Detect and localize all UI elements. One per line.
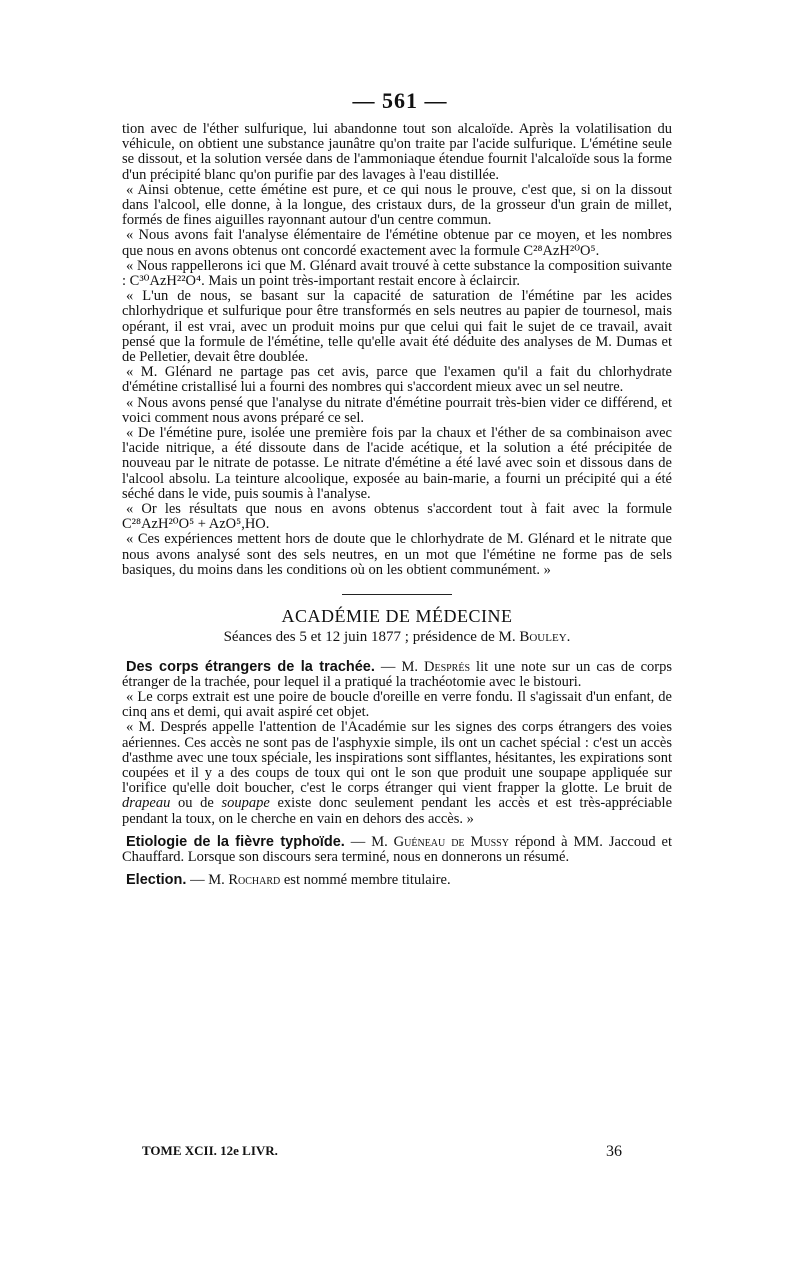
item-text: est nommé membre titulaire. <box>280 872 451 889</box>
paragraph <box>122 720 672 826</box>
session-prefix: Séances des 5 et 12 juin 1877 ; présidence de M. <box>223 629 520 646</box>
footer-signature: 36 <box>606 1143 622 1160</box>
footer-volume: TOME XCII. 12e LIVR. <box>142 1143 278 1158</box>
item-heading: Des corps étrangers de la trachée. <box>126 658 375 675</box>
item-heading: Etiologie de la fièvre typhoïde. <box>126 833 345 850</box>
paragraph: « Ainsi obtenue, cette émétine est pure, et ce qui nous le prouve, c'est que, si on la dissout dans l'alcool, elle donne, à la longue, des cristaux durs, de la grosseur d'un grain de millet, formés de fines aiguilles rayonnant autour d'un centre commun. <box>122 181 672 229</box>
dash: — M. <box>374 658 424 675</box>
author-name: Rochard <box>228 872 281 889</box>
paragraph: « Nous avons fait l'analyse élémentaire de l'émétine obtenue par ce moyen, et les nombres que nous en avons obtenus ont concordé exactement avec la formule C²⁸AzH²⁰O⁵. <box>122 227 672 259</box>
session-line <box>122 630 672 645</box>
item-corps-etrangers <box>122 660 672 690</box>
text-run: « M. Després appelle l'attention de l'Académie sur les signes des corps étrangers des voies aériennes. Ces accès ne sont pas de l'asphyxie simple, ils ont un cachet spécial : c'est un accès d'asthme avec une toux spéciale, les inspirations sont sifflantes, hésitantes, les expirations sont coupées et il y a des coups de toux qui ont le son que produit une soupape appliquée sur l'orifice qu'elle doit boucher, c'est le corps étranger qui vient frapper la glotte. Le bruit de <box>122 719 672 797</box>
session-president: Bouley <box>519 629 567 646</box>
dash: — M. <box>344 833 394 850</box>
paragraph: « Nous rappellerons ici que M. Glénard avait trouvé à cette substance la composition suivante : C³⁰AzH²²O⁴. Mais un point très-important restait encore à éclaircir. <box>122 257 672 290</box>
paragraph: « Le corps extrait est une poire de boucle d'oreille en verre fondu. Il s'agissait d'un enfant, de cinq ans et demi, qui avait aspiré cet objet. <box>122 688 672 721</box>
item-text: lit une note sur un cas de corps étranger de la trachée, pour lequel il a pratiqué la trachéotomie avec le bistouri. <box>122 658 672 690</box>
paragraph: tion avec de l'éther sulfurique, lui abandonne tout son alcaloïde. Après la volatilisation du véhicule, on obtient une substance jaunâtre qu'on traite par l'acide sulfurique. L'émétine seule se dissout, et la solution versée dans de l'ammoniaque étendue fournit l'alcaloïde sous la forme d'un précipité blanc qu'on purifie par des lavages à l'eau distillée. <box>122 121 672 183</box>
dash: — M. <box>186 872 229 889</box>
text-run: ou de <box>170 795 222 812</box>
item-etiologie <box>122 835 672 865</box>
item-heading: Election. <box>126 872 187 889</box>
item-text: répond à MM. Jaccoud et Chauffard. Lorsque son discours sera terminé, nous en donnerons un résumé. <box>122 833 672 865</box>
text-run: existe donc seulement pendant les accès et est très-appréciable pendant la toux, on le cherche en vain en dehors des accès. » <box>122 795 673 827</box>
article-body <box>122 122 672 888</box>
italic-term: soupape <box>221 795 270 812</box>
paragraph: « L'un de nous, se basant sur la capacité de saturation de l'émétine par les acides chlorhydrique et sulfurique pour être transformés en sels neutres au papier de tournesol, mais opérant, il est vrai, avec un produit moins pur que celui qui fait le sujet de ce travail, avait pensé que la formule de l'émétine, telle qu'elle avait été déduite des analyses de M. Dumas et de Pelletier, devait être doublée. <box>122 288 672 366</box>
italic-term: drapeau <box>122 795 171 812</box>
author-name: Després <box>423 658 471 675</box>
paragraph: « Or les résultats que nous en avons obtenus s'accordent tout à fait avec la formule C²⁸AzH²⁰O⁵ + AzO⁵,HO. <box>122 501 672 533</box>
section-title: ACADÉMIE DE MÉDECINE <box>281 606 513 627</box>
paragraph: « De l'émétine pure, isolée une première fois par la chaux et l'éther de sa combinaison avec l'acide nitrique, a été dissoute dans de l'acide acétique, et la solution a été précipitée de nouveau par le nitrate de potasse. Le nitrate d'émétine a été lavé avec soin et dissous dans de l'alcool absolu. La teinture alcoolique, exposée au bain-marie, a fourni un précipité qui a été séché dans le vide, puis soumis à l'analyse. <box>122 425 672 502</box>
paragraph: « M. Glénard ne partage pas cet avis, parce que l'examen qu'il a fait du chlorhydrate d'émétine cristallisé lui a fourni des nombres qui s'accordent mieux avec un sel neutre. <box>122 364 672 396</box>
paragraph: « Nous avons pensé que l'analyse du nitrate d'émétine pourrait très-bien vider ce différend, et voici comment nous avons préparé ce sel. <box>122 394 672 426</box>
section-divider <box>342 594 452 595</box>
paragraph: « Ces expériences mettent hors de doute que le chlorhydrate de M. Glénard et le nitrate que nous avons analysé sont des sels neutres, en un mot que l'émétine ne forme pas de sels basiques, du moins dans les conditions où on les obtient communément. » <box>122 531 672 578</box>
page-number: — 561 — <box>352 88 448 113</box>
page-footer <box>142 1143 622 1161</box>
item-election <box>122 873 672 888</box>
session-suffix: . <box>566 629 571 646</box>
author-name: Guéneau de Mussy <box>393 833 509 850</box>
